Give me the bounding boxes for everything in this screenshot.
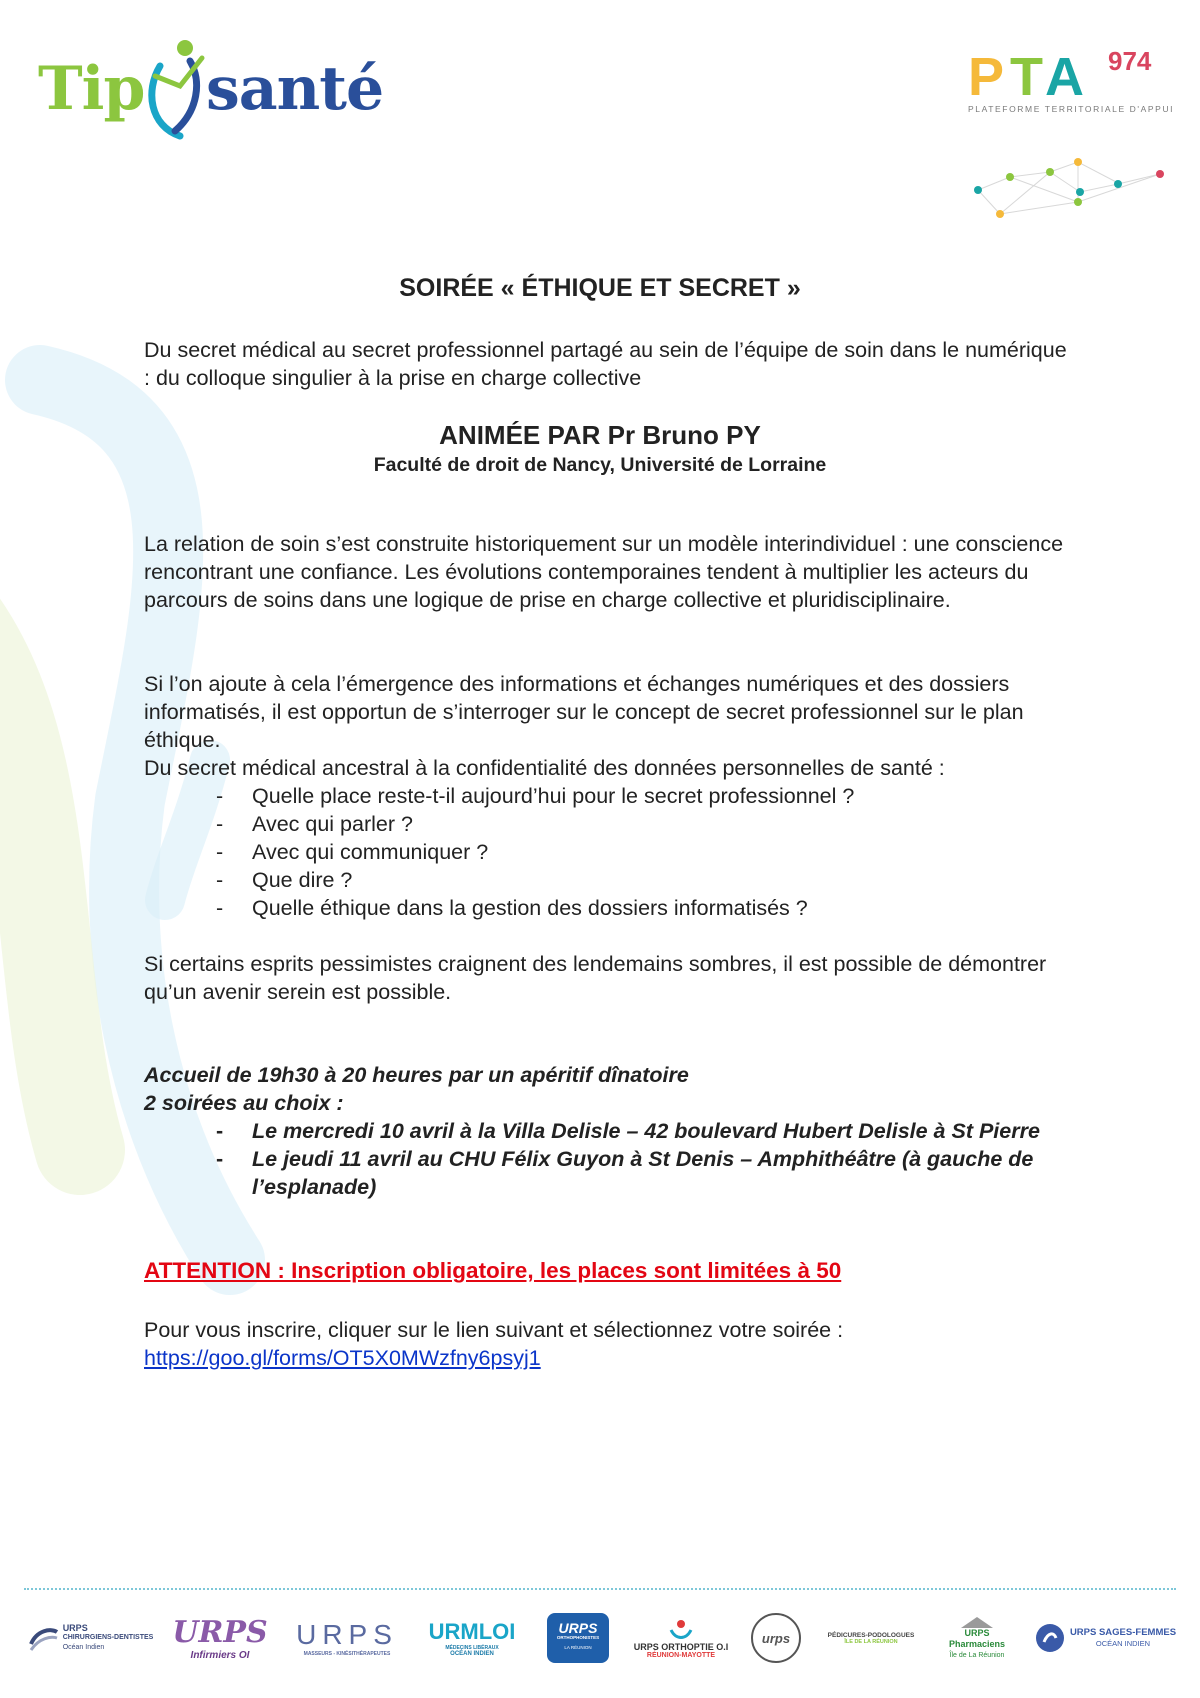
logo-figure-icon: [140, 36, 210, 146]
attention-text: ATTENTION : Inscription obligatoire, les places sont limitées à 50: [144, 1258, 842, 1283]
paragraph-numerique: [144, 670, 1074, 922]
registration-link[interactable]: https://goo.gl/forms/OT5X0MWzfny6psyj1: [144, 1346, 541, 1370]
pta974-logo: [960, 40, 1175, 200]
event-details: [144, 1061, 1074, 1201]
partner-logo-infirmiers: URPS Infirmiers OI: [172, 1615, 268, 1661]
list-item: - Quelle éthique dans la gestion des dossiers informatisés ?: [144, 894, 1074, 922]
partner-mountain-icon: [959, 1616, 995, 1628]
questions-list: [144, 782, 1074, 922]
partner-logo-kinesitherapeutes: URPS MASSEURS - KINÉSITHÉRAPEUTES: [296, 1619, 398, 1657]
partner-logo-chirurgiens-dentistes: URPS CHIRURGIENS-DENTISTES Océan Indien: [20, 1608, 160, 1668]
partner-logo-sages-femmes: URPS SAGES-FEMMES OCÉAN INDIEN: [1032, 1608, 1178, 1668]
paragraph-conclusion: Si certains esprits pessimistes craignent des lendemains sombres, il est possible de démontrer qu’un avenir serein est possible.: [144, 952, 1047, 1004]
partner-figure-icon: [668, 1618, 694, 1642]
footer-divider: [24, 1588, 1176, 1590]
list-item: - Quelle place reste-t-il aujourd’hui pour le secret professionnel ?: [144, 782, 1074, 810]
partner-logo-pharmaciens: URPS Pharmaciens Île de La Réunion: [932, 1608, 1022, 1668]
affiliation-text: Faculté de droit de Nancy, Université de Lorraine: [373, 454, 827, 476]
partner-swoosh-icon: [27, 1622, 59, 1654]
list-item: - Avec qui communiquer ?: [144, 838, 1074, 866]
tipsante-logo: [38, 36, 384, 146]
list-item: - Le mercredi 10 avril à la Villa Delisle – 42 boulevard Hubert Delisle à St Pierre: [144, 1117, 1074, 1145]
network-dots-icon: [960, 110, 1170, 220]
soirees-list: [144, 1117, 1074, 1201]
partner-circle-icon: [1034, 1622, 1066, 1654]
list-item: - Avec qui parler ?: [144, 810, 1074, 838]
page-title: SOIRÉE « ÉTHIQUE ET SECRET »: [399, 274, 801, 302]
partner-logos: [20, 1600, 1180, 1676]
list-item: - Que dire ?: [144, 866, 1074, 894]
paragraph-numerique-text: Si l’on ajoute à cela l’émergence des informations et échanges numériques et des dossiers informatisés, il est opportun de s’interroger sur le concept de secret professionnel sur le plan éthique.: [144, 672, 1024, 752]
partner-logo-urps-circle: urps: [746, 1608, 806, 1668]
accueil-text: Accueil de 19h30 à 20 heures par un apéritif dînatoire: [144, 1063, 689, 1087]
partner-logo-podologues: PÉDICURES-PODOLOGUES ÎLE DE LA RÉUNION: [827, 1631, 915, 1645]
subtitle-paragraph: Du secret médical au secret professionnel partagé au sein de l’équipe de soin dans le numérique : du colloque singulier à la prise en charge collective: [144, 338, 1067, 390]
pta-number: 974: [1108, 46, 1152, 76]
host-heading: ANIMÉE PAR Pr Bruno PY: [439, 420, 761, 450]
list-item: - Le jeudi 11 avril au CHU Félix Guyon à St Denis – Amphithéâtre (à gauche de l’esplanade): [144, 1145, 1074, 1201]
paragraph-relation-soin: La relation de soin s’est construite historiquement sur un modèle interindividuel : une conscience rencontrant une confiance. Les évolutions contemporaines tendent à multiplier les acteurs du parcours de soins dans une logique de prise en charge collective et pluridisciplinaire.: [144, 532, 1064, 612]
partner-logo-orthoptie: URPS ORTHOPTIE O.I RÉUNION-MAYOTTE: [626, 1608, 736, 1668]
paragraph-secret-ancestral: Du secret médical ancestral à la confidentialité des données personnelles de santé :: [144, 756, 945, 780]
pta-tagline: PLATEFORME TERRITORIALE D'APPUI: [968, 104, 1175, 114]
logo-word-sante: santé: [206, 54, 384, 124]
pta-letters: PTA: [968, 47, 1091, 107]
inscription-block: [144, 1316, 1074, 1372]
partner-logo-orthophonistes: URPS ORTHOPHONISTES LA RÉUNION: [540, 1608, 616, 1668]
inscription-text: Pour vous inscrire, cliquer sur le lien suivant et sélectionnez votre soirée :: [144, 1318, 844, 1342]
logo-word-tip: Tip: [38, 54, 145, 124]
attention-notice: [144, 1257, 1074, 1285]
partner-logo-urml: URMLOI MÉDECINS LIBÉRAUX OCÉAN INDIEN: [428, 1619, 516, 1657]
choix-text: 2 soirées au choix :: [144, 1091, 344, 1115]
